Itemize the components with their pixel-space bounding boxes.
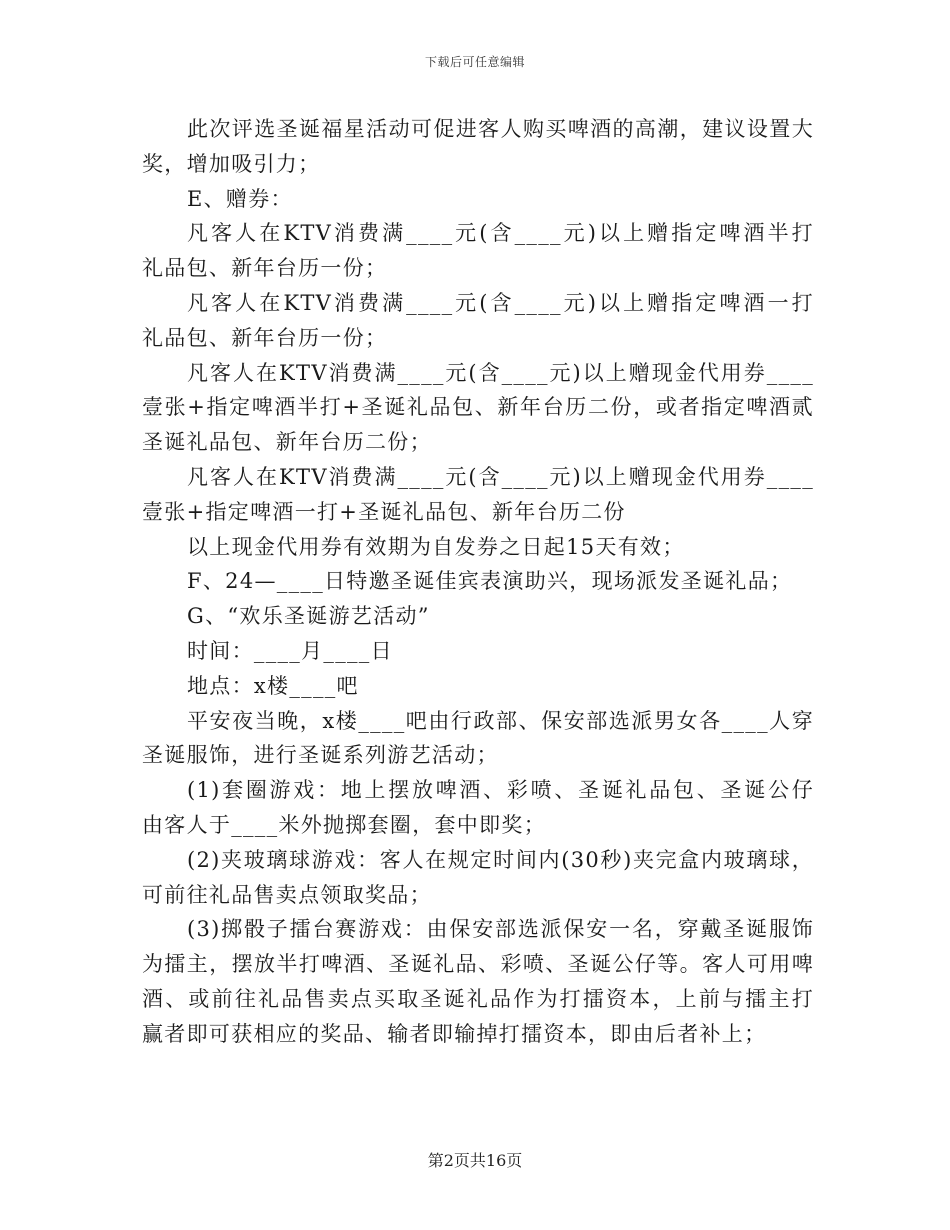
text-line: 以上现金代用券有效期为自发券之日起15天有效；	[187, 534, 685, 559]
text-line: 凡客人在KTV消费满____元(含____元)以上赠指定啤酒一打	[187, 290, 814, 315]
text-line: G、“欢乐圣诞游艺活动”	[187, 604, 430, 629]
text-line: 圣诞服饰，进行圣诞系列游艺活动；	[142, 743, 499, 768]
page-header: 下载后可任意编辑	[424, 55, 525, 69]
text-line: 凡客人在KTV消费满____元(含____元)以上赠现金代用券____	[187, 464, 814, 489]
text-line: 平安夜当晚，x楼____吧由行政部、保安部选派男女各____人穿	[187, 708, 814, 733]
text-line: 时间：____月____日	[187, 638, 393, 663]
document-body	[142, 112, 814, 1052]
text-line: 壹张+指定啤酒半打+圣诞礼品包、新年台历二份，或者指定啤酒贰	[142, 395, 814, 420]
text-line: 此次评选圣诞福星活动可促进客人购买啤酒的高潮，建议设置大	[187, 117, 814, 141]
text-line: 奖，增加吸引力；	[142, 151, 321, 176]
text-line: 可前往礼品售卖点领取奖品；	[142, 882, 432, 907]
text-line: 由客人于____米外抛掷套圈，套中即奖；	[142, 812, 546, 837]
text-line: (1)套圈游戏：地上摆放啤酒、彩喷、圣诞礼品包、圣诞公仔	[187, 778, 814, 803]
text-line: 凡客人在KTV消费满____元(含____元)以上赠指定啤酒半打	[187, 221, 814, 246]
text-line: 壹张+指定啤酒一打+圣诞礼品包、新年台历二份	[142, 499, 626, 524]
text-line: (3)掷骰子擂台赛游戏：由保安部选派保安一名，穿戴圣诞服饰	[187, 917, 814, 942]
text-line: 圣诞礼品包、新年台历二份；	[142, 430, 432, 455]
text-line: (2)夹玻璃球游戏：客人在规定时间内(30秒)夹完盒内玻璃球，	[187, 847, 814, 872]
text-line: 酒、或前往礼品售卖点买取圣诞礼品作为打擂资本，上前与擂主打	[142, 986, 814, 1011]
text-line: 为擂主，摆放半打啤酒、圣诞礼品、彩喷、圣诞公仔等。客人可用啤	[142, 952, 814, 977]
text-line: 礼品包、新年台历一份；	[142, 256, 388, 281]
text-line: F、24—____日特邀圣诞佳宾表演助兴，现场派发圣诞礼品；	[187, 569, 793, 594]
text-line: 地点：x楼____吧	[187, 673, 359, 698]
page-number: 第2页共16页	[427, 1151, 523, 1170]
text-line: 赢者即可获相应的奖品、输者即输掉打擂资本，即由后者补上；	[142, 1021, 767, 1046]
text-line: E、赠券：	[187, 186, 293, 211]
text-line: 凡客人在KTV消费满____元(含____元)以上赠现金代用券____	[187, 360, 814, 385]
text-line: 礼品包、新年台历一份；	[142, 325, 388, 350]
